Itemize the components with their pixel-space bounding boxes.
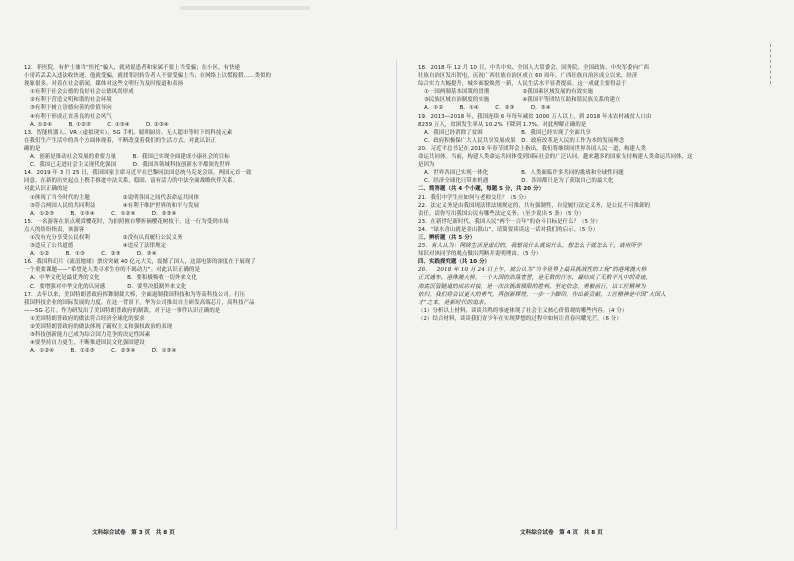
text-line: A．我国已经消除了贫困 B．我国已经实现了全面共享	[424, 129, 591, 136]
text-line: 责任。请你写出我国公民有哪些法定义务。（至少说出 5 条）（5 分）	[418, 210, 585, 217]
text-line: ①一国两制基本国策的贯彻 ②我国乘区域发展的有效实施	[424, 89, 594, 96]
text-line: 21．我们中学生应如何与老师交往？（5 分）	[418, 194, 530, 201]
text-line: 14．2019 年 3 月 25 日，我国国家主席习近平在巴黎同法国总统马克龙会谈，两国元首一致	[24, 170, 252, 177]
text-line: 命运共同体。当前，构建人类命运共同体受到国际社会的广泛认同，越来越多的国家支持构建人类命运共同体，这	[418, 154, 693, 161]
text-line: 壮族自治区发出贺电，庆祝广西壮族自治区成立 60 周年。广西壮族自治区成立以来，经济	[418, 73, 638, 80]
text-line: 15．一名游客在景点观赏樱花时，为拍照擅自攀折摘樱花树枝干。这一行为受到市场	[24, 218, 229, 225]
text-line: ③有利于树立崇德向善的价值导向	[30, 105, 112, 112]
text-line: 是因为	[418, 162, 435, 169]
text-line: ③符合两国人民的共同利益 ④有利于维护世界的和平与发展	[30, 202, 200, 209]
left-page	[24, 64, 386, 504]
text-line: A．①②④ B．①②③ C．②③④ D．①③④	[30, 348, 177, 355]
text-line: C．政府积极保广大人民共享发展成果 D．政府改革是人民的工作为本的发展理念	[424, 137, 625, 144]
text-line: 18．2018 年 12 月 10 日，中共中央、全国人大常委会、国务院、全国政协、中央军委向广西	[418, 65, 650, 71]
text-line: A．①② B．①④ C．②③ D．③④	[424, 105, 551, 112]
left-page-footer: 文科综合试卷 第 3 页 共 8 页	[92, 530, 175, 536]
text-line: 我国科技企业的国际发展的力度。在这一背景下，华为公司推出自主研发高端芯片，高科技产品	[24, 299, 255, 306]
text-line: ④有利于形成正直善良的社会风气	[30, 113, 112, 120]
text-line: 二、简答题（共 4 个小题，每题 5 分，共 20 分）	[418, 186, 545, 193]
text-line: A. ①②④ B. ①②③ C. ①③④ D. ②③④	[30, 121, 169, 128]
text-line: A．中华文化是最优秀的文化 B．要积极吸收一切外来文化	[30, 275, 197, 282]
text-line: ③科技创新能力已成为综合国力竞争的决定性因素	[30, 332, 151, 339]
text-line: （2）结合材料，谈谈我们青少年在实现梦想的过程中如何让青春闪耀光芒。（6 分）	[418, 315, 622, 322]
text-line: 23．在新世纪新时代，我国人民“两个一百年”的奋斗目标是什么？（5 分）	[418, 218, 601, 225]
text-line: （1）分析以上材料，谈谈共鸣的事迹体现了社会主义核心价值观的哪些内容。（4 分）	[418, 307, 628, 314]
text-line: 13．智能机器人、VR（虚拟现实）、5G 手机、聪明厨房、无人超市等时下的科技元素	[24, 129, 233, 136]
binding-edge-mark	[770, 44, 781, 84]
text-line: 正式通车。港珠澳大桥，一个大国的浩荡宣誓，是无数的汗水，凝结成了无数平凡中的奇迹，	[418, 275, 652, 282]
text-line: C．我国已走进社会主义现代化强国 D．我国各领域科技创新水平都领先世界	[30, 162, 231, 169]
text-line: A．世界各国已实现一体化 B．人类面临许多共同的挑战和全球性问题	[424, 170, 624, 177]
text-line: 一个重要课题——“希望是人类寻求生存的不竭动力”。对此认识正确的是	[24, 267, 200, 274]
text-line: ①没有充分享受公民权利 ②没有认真履行公民义务	[30, 234, 183, 241]
text-line: ②美国特朗普政府的做法体现了霸权主义和强权政治的表现	[30, 324, 173, 330]
text-line: 海底沉管隧道的成功对接，是一次次挑战极限的胜利。坚定信念，勇毅前行，以工匠精神为	[418, 283, 646, 290]
text-line: 17．去年以来，美国特朗普政府挥舞制裁大棒，全面遏制我国科技和为等高科技公司。打压	[24, 291, 246, 298]
text-line: 才”之本，是新时代的追求。	[418, 299, 490, 306]
text-line: 确的是	[24, 145, 41, 152]
text-line: ①体现了当今时代的主题 ②说明各国之间代表命运共同体	[30, 194, 200, 201]
text-line: C．经济全球化只带来机遇 D．各国都只是为了获取自己的最大化	[424, 178, 614, 185]
text-line: 综合实力大幅提升，城乡面貌焕然一新，人民生活水平显著提高。这一成就主要得益于	[418, 81, 627, 88]
text-line: ③违反了公共道德 ④违反了法律规定	[30, 243, 167, 250]
text-line: 25．有人认为：网络生活是虚幻的，我想说什么就说什么，想怎么干就怎么干。请用所学	[418, 243, 642, 250]
text-line: 8239 万人，贫困发生率从 10.2% 下降到 1.7%。对此理解正确的是	[418, 121, 587, 128]
text-line: 19．2013—2018 年，我国连续 6 年每年减贫 1000 万人以上，到 2018 年末农村减贫人口由	[418, 113, 652, 120]
right-page-footer: 文科综合试卷 第 4 页 共 8 页	[520, 530, 603, 536]
text-line: C．要增强对中华文化的认同感 D．要坚决抵制外来文化	[30, 283, 187, 290]
page-divider	[396, 60, 397, 530]
text-line: 四、实践探究题（共 10 分）	[418, 259, 491, 266]
text-line: ④要坚持自力更生，不断推进国民文化强国建设	[30, 340, 145, 347]
text-line: 24．“绿水青山就是金山银山”，请简要谈谈这一话对我们的启示。（5 分）	[418, 226, 599, 233]
text-line: 点人的纷纷指责，该游客	[24, 226, 85, 233]
scan-smudge	[180, 6, 310, 10]
text-line: ①美国特朗普政府的做法符合经济全球化的要求	[30, 315, 145, 322]
text-line: ②有利于营造文明和谐的社会环境	[30, 97, 112, 104]
text-line: 三、辨析题（共 5 分）	[418, 234, 476, 241]
text-line: ③民族区域自治制度的实施 ④我国平等团结互助和谐民族关系的建立	[424, 97, 621, 104]
text-line: 依归，我们将会以更大的勇气，再创新辉煌，一步一个脚印，作出新贡献。工匠精神是中国“大国人	[418, 291, 666, 298]
text-line: 20．习近平总书记在 2019 年春节团拜会上指出，我们将继续同世界各国人民一道，构建人类	[418, 145, 646, 152]
text-line: ①有利于社会公德的良好社会公德风尚形成	[30, 89, 134, 96]
text-line: 小哥若丢丢入违法收快递，他就受骗，就找邻居转告者人不要受骗上当；在网络上以慌报假……类似的	[24, 73, 272, 80]
text-line: A．①②③ B．①③④ C．①②④ D．②③④	[30, 210, 177, 217]
text-line: 现象很多，对着在社会新闻，媒体对这些文明行为及时报道和表扬	[24, 81, 184, 88]
text-line: A．①② B．①③ C．②③ D．③④	[30, 251, 157, 258]
text-line: 16．我国科幻片《流浪地球》票房突破 40 亿元大关，震撼了国人，这部电影的深度在于展现了	[24, 259, 256, 266]
text-line: 同意，在新的历史起点上携手推进中法关系，稳固、富有活力的中法全面战略伙伴关系。	[24, 178, 239, 185]
text-line: 26． 2018 年 10 月 24 日上午，被公认为“当今世界上最具挑战性的工程”的港珠澳大桥	[418, 267, 647, 274]
text-line: 对此认识正确的是	[24, 186, 68, 193]
text-line: ——5G 芯片。作为研发出了美国特朗普政府的制裁。对于这一事件认识正确的是	[24, 307, 221, 314]
text-line: 在我们生产生活中的各个方面体现着，不断改变着我们的生活方式。对此认识正	[24, 137, 217, 144]
text-line: 22．法定义务是由我国现法律法规规定的，共有强制性，自觉履行法定义务，是公民不可推卸的	[418, 202, 651, 209]
text-line: 12．菲医院，有护士兼当“医托”骗人，就劝说患者和家属不要上当受骗；在小区，有快递	[24, 65, 240, 71]
text-line: A．创新是推动社会发展的重要力量 B．我国已实现全面建成小康社会的目标	[30, 154, 230, 161]
right-page	[418, 64, 780, 504]
text-line: 知识对该同学的观点做出判断并说明理由。（5 分）	[418, 251, 542, 258]
